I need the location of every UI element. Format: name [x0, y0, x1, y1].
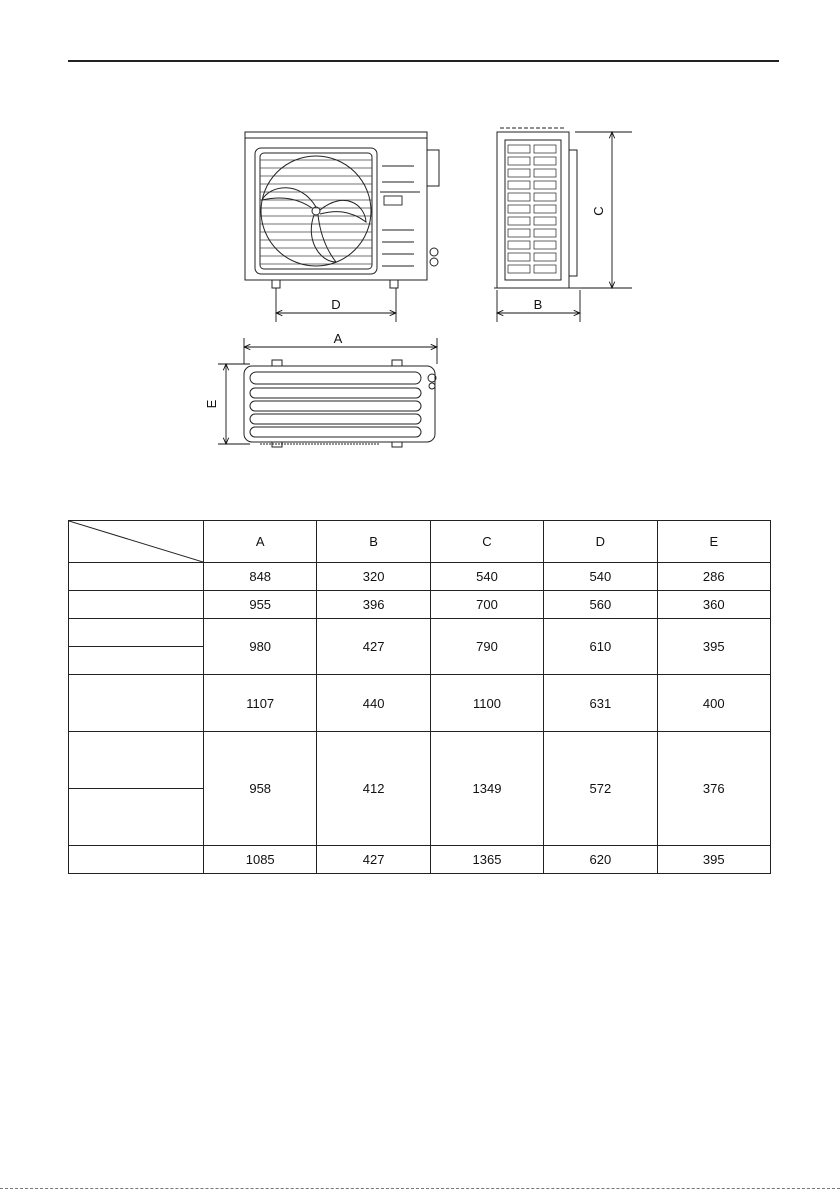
- column-header-d: D: [544, 521, 657, 563]
- footer-rule: [0, 1188, 840, 1189]
- side-view: [494, 128, 582, 288]
- value-e: 395: [657, 619, 770, 675]
- front-view: [245, 132, 439, 288]
- value-c: 700: [430, 591, 543, 619]
- column-header-c: C: [430, 521, 543, 563]
- value-b: 320: [317, 563, 430, 591]
- model-cell: [69, 619, 204, 647]
- dimensions-table: [68, 520, 771, 874]
- model-cell: [69, 732, 204, 789]
- column-header-e: E: [657, 521, 770, 563]
- model-cell: [69, 563, 204, 591]
- value-b: 440: [317, 675, 430, 732]
- value-c: 790: [430, 619, 543, 675]
- value-a: 848: [204, 563, 317, 591]
- model-cell: [69, 647, 204, 675]
- table-row: [69, 846, 771, 874]
- value-d: 610: [544, 619, 657, 675]
- table-row: [69, 591, 771, 619]
- table-row: [69, 619, 771, 647]
- value-d: 631: [544, 675, 657, 732]
- label-d: D: [331, 297, 341, 312]
- model-cell: [69, 675, 204, 732]
- model-cell: [69, 846, 204, 874]
- table-row: [69, 675, 771, 732]
- model-cell: [69, 591, 204, 619]
- label-c: C: [591, 206, 606, 216]
- column-header-a: A: [204, 521, 317, 563]
- column-header-b: B: [317, 521, 430, 563]
- table-header-row: [69, 521, 771, 563]
- value-a: 958: [204, 732, 317, 846]
- value-a: 980: [204, 619, 317, 675]
- value-c: 1100: [430, 675, 543, 732]
- value-e: 400: [657, 675, 770, 732]
- value-a: 1085: [204, 846, 317, 874]
- value-c: 1349: [430, 732, 543, 846]
- value-d: 572: [544, 732, 657, 846]
- value-e: 395: [657, 846, 770, 874]
- value-c: 540: [430, 563, 543, 591]
- dimension-e: [218, 364, 250, 444]
- table-row: [69, 563, 771, 591]
- value-d: 560: [544, 591, 657, 619]
- table-corner-cell: [69, 521, 204, 563]
- value-e: 376: [657, 732, 770, 846]
- value-c: 1365: [430, 846, 543, 874]
- label-e: E: [204, 399, 219, 409]
- value-b: 412: [317, 732, 430, 846]
- model-cell: [69, 789, 204, 846]
- label-a: A: [333, 331, 343, 346]
- outdoor-unit-dimension-drawing: [0, 0, 840, 500]
- value-e: 360: [657, 591, 770, 619]
- value-a: 955: [204, 591, 317, 619]
- table-row: [69, 732, 771, 789]
- value-d: 540: [544, 563, 657, 591]
- value-e: 286: [657, 563, 770, 591]
- value-d: 620: [544, 846, 657, 874]
- label-b: B: [533, 297, 543, 312]
- value-b: 427: [317, 846, 430, 874]
- corner-diagonal: [69, 521, 203, 562]
- value-b: 396: [317, 591, 430, 619]
- top-view: [244, 360, 436, 447]
- value-b: 427: [317, 619, 430, 675]
- value-a: 1107: [204, 675, 317, 732]
